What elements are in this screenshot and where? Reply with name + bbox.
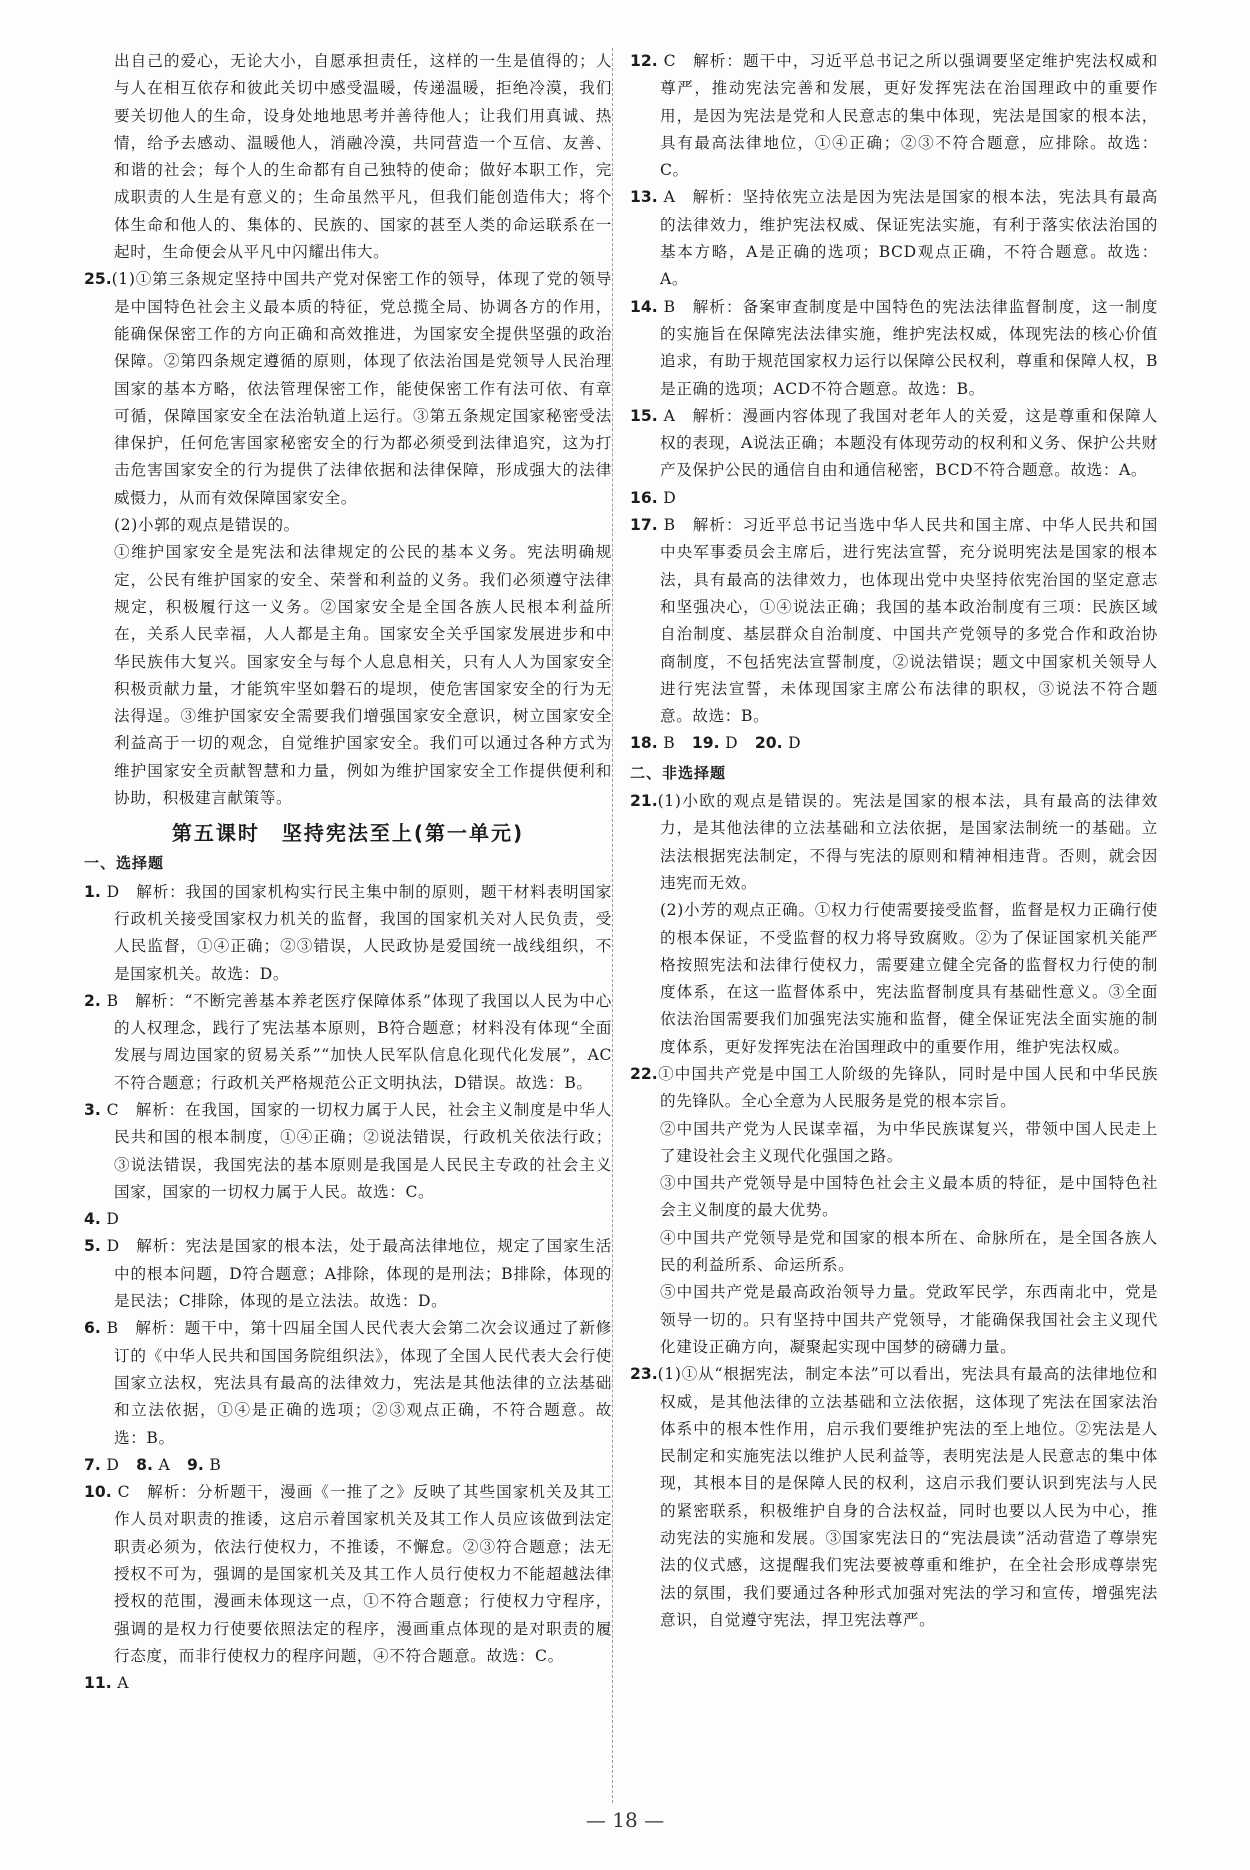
section-heading: 二、非选择题: [630, 763, 727, 782]
answer-text: D: [106, 1455, 120, 1474]
question-number: 22.: [630, 1064, 658, 1083]
answer-text: D 解析：宪法是国家的根本法，处于最高法律地位，规定了国家生活中的根本问题，D符合题意；A排除，体现的是刑法；B排除，体现的是民法；C排除，体现的是立法法。故选：D。: [106, 1237, 612, 1311]
question-number: 13.: [630, 188, 658, 207]
answer-paragraph: (2)小郭的观点是错误的。: [114, 516, 300, 535]
answer-text: B: [209, 1455, 222, 1474]
answer-paragraph: 出自己的爱心，无论大小，自愿承担责任，这样的一生是值得的；人与人在相互依存和彼此关切中感受温暖，传递温暖，拒绝冷漠，我们要关切他人的生命，设身处地地思考并善待他人；让我们用真诚、热情，给予去感动、温暖他人，消融冷漠，共同营造一个互信、友善、和谐的社会；每个人的生命都有自己独特的使命；做好本职工作，完成职责的人生是有意义的；生命虽然平凡，但我们能创造伟大；将个体生命和他人的、集体的、民族的、国家的甚至人类的命运联系在一起时，生命便会从平凡中闪耀出伟大。: [114, 52, 612, 262]
answer-text: D: [663, 488, 677, 507]
question-number: 1.: [84, 882, 101, 901]
answer-item-22: [630, 1061, 1158, 1116]
answer-item-10: [84, 1479, 612, 1670]
answer-text: B 解析：题干中，第十四届全国人民代表大会第二次会议通过了新修订的《中华人民共和国国务院组织法》，体现了全国人民代表大会行使国家立法权，宪法具有最高的法律效力，宪法是其他法律的立法基础和立法依据，①④是正确的选项；②③观点正确，不符合题意。故选：B。: [106, 1319, 612, 1447]
answer-items-18-20: [630, 730, 1158, 757]
question-number: 17.: [630, 516, 658, 535]
question-number: 15.: [630, 406, 658, 425]
question-number: 8.: [136, 1455, 153, 1474]
question-number: 6.: [84, 1319, 101, 1338]
lesson-title: 第五课时 坚持宪法至上(第一单元): [171, 821, 525, 846]
question-number: 3.: [84, 1100, 101, 1119]
question-number: 10.: [84, 1483, 112, 1502]
answer-item-15: [630, 403, 1158, 485]
answer-text: B: [663, 734, 676, 753]
answer-text: A: [117, 1674, 130, 1693]
answer-item-16: [630, 485, 1158, 512]
question-number: 11.: [84, 1674, 112, 1693]
answer-items-7-9: [84, 1452, 612, 1479]
answer-text: B 解析：习近平总书记当选中华人民共和国主席、中华人民共和国中央军事委员会主席后，进行宪法宣誓，充分说明宪法是国家的根本法，具有最高的法律效力，也体现出党中央坚持依宪治国的坚定意志和坚强决心，①④说法正确；我国的基本政治制度有三项：民族区域自治制度、基层群众自治制度、中国共产党领导的多党合作和政治协商制度，不包括宪法宣誓制度，②说法错误；题文中国家机关领导人进行宪法宣誓，未体现国家主席公布法律的职权，③说法不符合题意。故选：B。: [660, 516, 1158, 726]
question-number: 5.: [84, 1237, 101, 1256]
answer-item-17: [630, 512, 1158, 730]
question-number: 21.: [630, 792, 658, 811]
answer-text: A: [158, 1455, 171, 1474]
answer-paragraph: ⑤中国共产党是最高政治领导力量。党政军民学，东西南北中，党是领导一切的。只有坚持中国共产党领导，才能确保我国社会主义现代化建设正确方向，凝聚起实现中国梦的磅礴力量。: [660, 1283, 1158, 1356]
answer-item-21: [630, 788, 1158, 897]
answer-paragraph: ①维护国家安全是宪法和法律规定的公民的基本义务。宪法明确规定，公民有维护国家的安全、荣誉和利益的义务。我们必须遵守法律规定，积极履行这一义务。②国家安全是全国各族人民根本利益所在，关系人民幸福，人人都是主角。国家安全关乎国家发展进步和中华民族伟大复兴。国家安全与每个人息息相关，只有人人为国家安全积极贡献力量，才能筑牢坚如磐石的堤坝，使危害国家安全的行为无法得逞。③维护国家安全需要我们增强国家安全意识，树立国家安全利益高于一切的观念，自觉维护国家安全。我们可以通过各种方式为维护国家安全贡献智慧和力量，例如为维护国家安全工作提供便利和协助，积极建言献策等。: [114, 543, 612, 808]
answer-text: A 解析：漫画内容体现了我国对老年人的关爱，这是尊重和保障人权的表现，A说法正确；本题没有体现劳动的权利和义务、保护公共财产及保护公民的通信自由和通信秘密，BCD不符合题意。故选：A。: [660, 406, 1159, 480]
question-number: 23.: [630, 1365, 658, 1384]
answer-text: (1)小欧的观点是错误的。宪法是国家的根本法，具有最高的法律效力，是其他法律的立法基础和立法依据，是国家法制统一的基础。立法法根据宪法制定，不得与宪法的原则和精神相违背。否则，就会因违宪而无效。: [657, 792, 1158, 892]
answer-item-23: [630, 1361, 1158, 1634]
question-number: 18.: [630, 734, 658, 753]
answer-text: D 解析：我国的国家机构实行民主集中制的原则，题干材料表明国家行政机关接受国家权力机关的监督，我国的国家机关对人民负责，受人民监督，①④正确；②③错误，人民政协是爱国统一战线组织，不是国家机关。故选：D。: [106, 882, 612, 983]
question-number: 19.: [691, 734, 720, 753]
question-number: 12.: [630, 52, 658, 70]
answer-text: D: [788, 734, 802, 753]
answer-text: C 解析：题干中，习近平总书记之所以强调要坚定维护宪法权威和尊严，推动宪法完善和发展，更好发挥宪法在治国理政中的重要作用，是因为宪法是党和人民意志的集中体现，宪法是国家的根本法，具有最高法律地位，①④正确；②③不符合题意，应排除。故选：C。: [660, 52, 1158, 180]
left-column: [84, 48, 612, 1698]
answer-item-6: [84, 1315, 612, 1451]
answer-text: (1)①从“根据宪法，制定本法”可以看出，宪法具有最高的法律地位和权威，是其他法律的立法基础和立法依据，这体现了宪法在国家法治体系中的根本性作用，启示我们要维护宪法的至上地位。②宪法是人民制定和实施宪法以维护人民利益等，表明宪法是人民意志的集中体现，其根本目的是保障人民的权利，这启示我们要认识到宪法与人民的紧密联系，积极维护自身的合法权益，同时也要以人民为中心，推动宪法的实施和发展。③国家宪法日的“宪法晨读”活动营造了尊崇宪法的仪式感，这提醒我们宪法要被尊重和维护，在全社会形成尊崇宪法的氛围，我们要通过各种形式加强对宪法的学习和宣传，增强宪法意识，自觉遵守宪法，捍卫宪法尊严。: [657, 1365, 1158, 1629]
answer-text: C 解析：在我国，国家的一切权力属于人民，社会主义制度是中华人民共和国的根本制度，①④正确；②说法错误，行政机关依法行政；③说法错误，我国宪法的基本原则是我国是人民民主专政的社会主义国家，国家的一切权力属于人民。故选：C。: [106, 1100, 612, 1201]
answer-paragraph: (2)小芳的观点正确。①权力行使需要接受监督，监督是权力正确行使的根本保证，不受监督的权力将导致腐败。②为了保证国家机关能严格按照宪法和法律行使权力，需要建立健全完备的监督权力行使的制度体系，在这一监督体系中，宪法监督制度具有基础性意义。③全面依法治国需要我们加强宪法实施和监督，健全保证宪法全面实施的制度体系，更好发挥宪法在治国理政中的重要作用，维护宪法权威。: [660, 901, 1158, 1056]
answer-text: B 解析：“不断完善基本养老医疗保障体系”体现了我国以人民为中心的人权理念，践行了宪法基本原则，B符合题意；材料没有体现“全面发展与周边国家的贸易关系”“加快人民军队信息化现代化发展”，AC不符合题意；行政机关严格规范公正文明执法，D错误。故选：B。: [106, 991, 612, 1092]
answer-item-13: [630, 184, 1158, 293]
question-number: 4.: [84, 1210, 101, 1229]
right-column: [630, 48, 1158, 1634]
answer-text: D: [725, 734, 739, 753]
answer-item-11: [84, 1670, 612, 1697]
question-number: 2.: [84, 991, 101, 1010]
section-heading: 一、选择题: [84, 854, 165, 873]
answer-item-3: [84, 1097, 612, 1206]
question-number: 20.: [754, 734, 783, 753]
answer-text: D: [106, 1210, 120, 1229]
question-number: 16.: [630, 488, 658, 507]
question-number: 7.: [84, 1455, 101, 1474]
answer-item-4: [84, 1206, 612, 1233]
answer-text: ①中国共产党是中国工人阶级的先锋队，同时是中国人民和中华民族的先锋队。全心全意为人民服务是党的根本宗旨。: [657, 1064, 1158, 1111]
question-number: 9.: [187, 1455, 204, 1474]
answer-text: (1)①第三条规定坚持中国共产党对保密工作的领导，体现了党的领导是中国特色社会主义最本质的特征，党总揽全局、协调各方的作用，能确保保密工作的方向正确和高效推进，为国家安全提供坚强的政治保障。②第四条规定遵循的原则，体现了依法治国是党领导人民治理国家的基本方略，依法管理保密工作，能使保密工作有法可依、有章可循，保障国家安全在法治轨道上运行。③第五条规定国家秘密受法律保护，任何危害国家秘密安全的行为都必须受到法律追究，这为打击危害国家安全的行为提供了法律依据和法律保障，形成强大的法律威慑力，从而有效保障国家安全。: [111, 270, 612, 507]
answer-item-5: [84, 1233, 612, 1315]
column-divider: [612, 48, 613, 1803]
answer-item-2: [84, 988, 612, 1097]
question-number: 25.: [84, 270, 112, 289]
question-number: 14.: [630, 297, 658, 316]
answer-paragraph: ③中国共产党领导是中国特色社会主义最本质的特征，是中国特色社会主义制度的最大优势。: [660, 1174, 1158, 1220]
answer-paragraph: ④中国共产党领导是党和国家的根本所在、命脉所在，是全国各族人民的利益所系、命运所系。: [660, 1228, 1158, 1275]
answer-item-25: [84, 266, 612, 512]
answer-item-1: [84, 879, 612, 988]
answer-paragraph: ②中国共产党为人民谋幸福，为中华民族谋复兴，带领中国人民走上了建设社会主义现代化强国之路。: [660, 1119, 1158, 1165]
answer-text: C 解析：分析题干，漫画《一推了之》反映了其些国家机关及其工作人员对职责的推诿，这启示着国家机关及其工作人员应该做到法定职责必须为，依法行使权力，不推诿，不懈怠。②③符合题意；法无授权不可为，强调的是国家机关及其工作人员行使权力不能超越法律授权的范围，漫画未体现这一点，①不符合题意；行使权力守程序，强调的是权力行使要依照法定的程序，漫画重点体现的是对职责的履行态度，而非行使权力的程序问题，④不符合题意。故选：C。: [114, 1483, 612, 1665]
answer-item-14: [630, 294, 1158, 403]
page-number: — 18 —: [585, 1808, 665, 1832]
answer-item-12: [630, 48, 1158, 184]
answer-text: A 解析：坚持依宪立法是因为宪法是国家的根本法，宪法具有最高的法律效力，维护宪法权威、保证宪法实施，有利于落实依法治国的基本方略，A是正确的选项；BCD观点正确，不符合题意。故选：A。: [660, 188, 1159, 289]
answer-text: B 解析：备案审查制度是中国特色的宪法法律监督制度，这一制度的实施旨在保障宪法法律实施，维护宪法权威，体现宪法的核心价值追求，有助于规范国家权力运行以保障公民权利，尊重和保障人权，B是正确的选项；ACD不符合题意。故选：B。: [660, 297, 1158, 398]
